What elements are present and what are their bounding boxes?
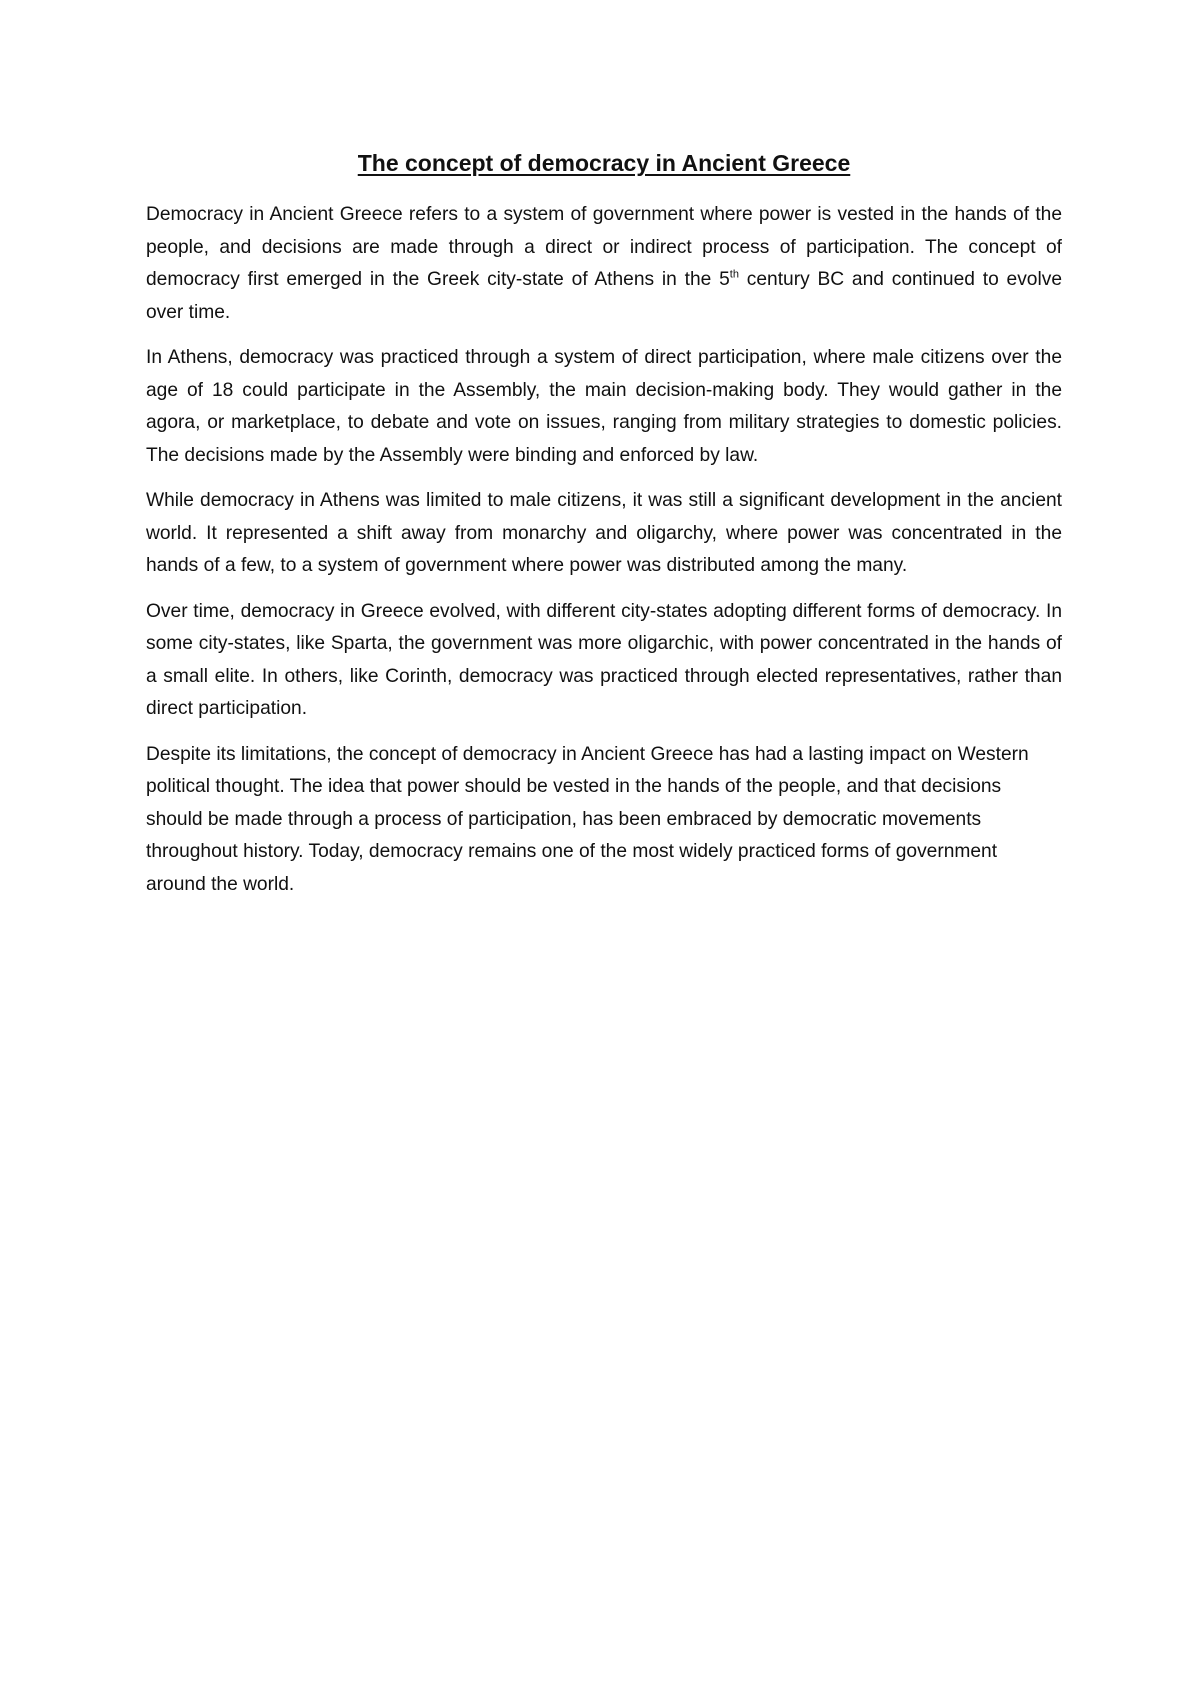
paragraph-1-continuation: century BC and continued to evolve over time. — [146, 269, 1062, 323]
paragraph-1 — [146, 199, 1062, 329]
paragraph-4: Over time, democracy in Greece evolved, with different city-states adopting different forms of democracy. In some city-states, like Sparta, the government was more oligarchic, with power concentrated in the hands of a small elite. In others, like Corinth, democracy was practiced through elected representatives, rather than direct participation. — [146, 600, 1062, 719]
paragraph-5: Despite its limitations, the concept of democracy in Ancient Greece has had a lasting impact on Western political thought. The idea that power should be vested in the hands of the people, and that decisions should be made through a process of participation, has been embraced by democratic movements throughout history. Today, democracy remains one of the most widely practiced forms of government around the world. — [146, 743, 1029, 895]
paragraph-3: While democracy in Athens was limited to male citizens, it was still a significant development in the ancient world. It represented a shift away from monarchy and oligarchy, where power was concentrated in the hands of a few, to a system of government where power was distributed among the many. — [146, 490, 1062, 576]
paragraph-1-text: Democracy in Ancient Greece refers to a system of government where power is vested in the hands of the people, and decisions are made through a direct or indirect process of participation. The concept of democracy first emerged in the Greek city-state of Athens in the 5 — [146, 204, 1062, 290]
paragraph-2: In Athens, democracy was practiced through a system of direct participation, where male citizens over the age of 18 could participate in the Assembly, the main decision-making body. They would gather in the agora, or marketplace, to debate and vote on issues, ranging from military strategies to domestic policies. The decisions made by the Assembly were binding and enforced by law. — [146, 347, 1062, 466]
document-content — [146, 146, 1062, 914]
document-title: The concept of democracy in Ancient Greece — [357, 150, 851, 176]
ordinal-superscript: th — [729, 268, 739, 281]
